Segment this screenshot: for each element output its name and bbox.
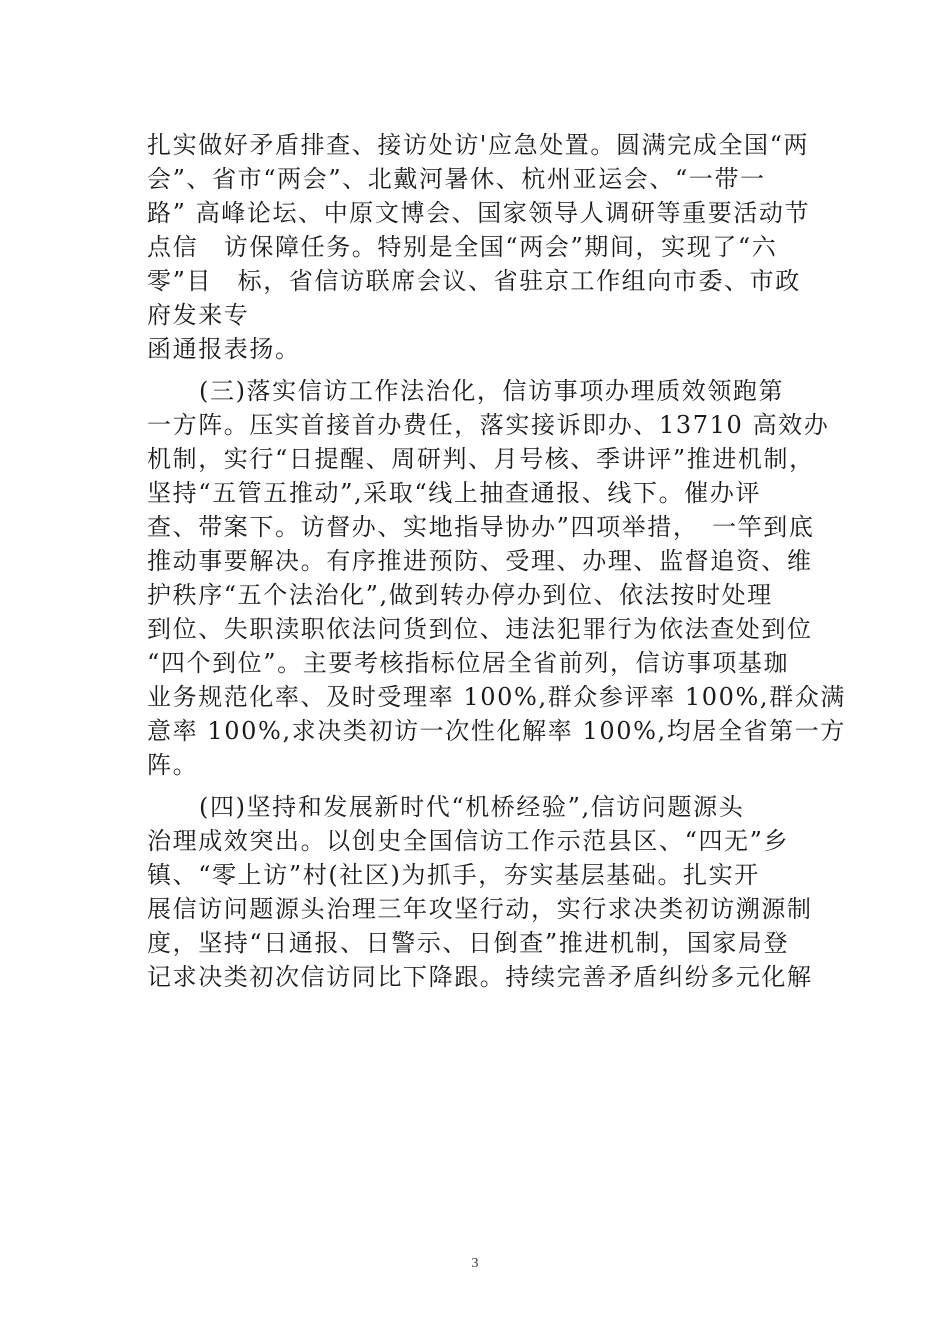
- text-line: 扎实做好矛盾排查、接访处访'应急处置。圆满完成全国“两: [147, 131, 810, 159]
- text-line: 点信 访保障任务。特别是全国“两会”期间，实现了“六: [147, 233, 778, 261]
- text-line: 零”目 标，省信访联席会议、省驻京工作组向市委、市政: [147, 267, 801, 295]
- text-line: “四个到位”。主要考核指标位居全省前列，信访事项基珈: [147, 649, 790, 677]
- section-heading-line: (三)落实信访工作法治化，信访事项办理质效领跑第: [199, 377, 785, 405]
- text-line: 函通报表扬。: [147, 335, 301, 363]
- text-line: 度，坚持“日通报、日警示、日倒查”推进机制，国家局登: [147, 929, 790, 957]
- text-line: 路” 高峰论坛、中原文博会、国家领导人调研等重要活动节: [147, 199, 811, 227]
- text-line: 到位、失职渎职依法问货到位、违法犯罪行为依法查处到位: [147, 615, 813, 643]
- text-line: 机制，实行“日提醒、周研判、月号核、季讲评”推进机制，: [147, 445, 815, 473]
- text-line: 查、带案下。访督办、实地指导协办”四项举措， 一竿到底: [147, 513, 815, 541]
- text-line: 府发来专: [147, 301, 250, 329]
- body-text: [147, 128, 846, 994]
- text-line: 展信访问题源头治理三年攻坚行动，实行求决类初访溯源制: [147, 895, 813, 923]
- text-line: 推动事要解决。有序推进预防、受理、办理、监督追资、维: [147, 547, 813, 575]
- paragraph-gap: [147, 782, 817, 790]
- text-line: 一方阵。压实首接首办费任，落实接诉即办、13710 高效办: [147, 411, 830, 439]
- text-line: 护秩序“五个法治化”,做到转办停办到位、依法按时处理: [147, 581, 773, 609]
- text-line: 业务规范化率、及时受理率 100%,群众参评率 100%,群众满: [147, 683, 846, 711]
- paragraph-gap: [147, 366, 817, 374]
- page-number: 3: [471, 1256, 479, 1271]
- text-line: 意率 100%,求决类初访一次性化解率 100%,均居全省第一方: [147, 717, 846, 745]
- text-line: 记求决类初次信访同比下降跟。持续完善矛盾纠纷多元化解: [147, 963, 813, 991]
- text-line: 镇、“零上访”村(社区)为抓手，夯实基层基础。扎实开: [147, 861, 760, 889]
- text-line: 会”、省市“两会”、北戴河暑休、杭州亚运会、“一带一: [147, 165, 766, 193]
- paragraph-section-2-tail: [147, 128, 817, 366]
- section-heading-line: (四)坚持和发展新时代“机桥经验”,信访问题源头: [199, 793, 745, 821]
- text-line: 治理成效突出。以创史全国信访工作示范县区、“四无”乡: [147, 827, 790, 855]
- paragraph-section-4: [147, 790, 817, 994]
- text-line: 坚持“五管五推动”,采取“线上抽查通报、线下。催办评: [147, 479, 762, 507]
- paragraph-section-3: [147, 374, 846, 782]
- text-line: 阵。: [147, 751, 199, 779]
